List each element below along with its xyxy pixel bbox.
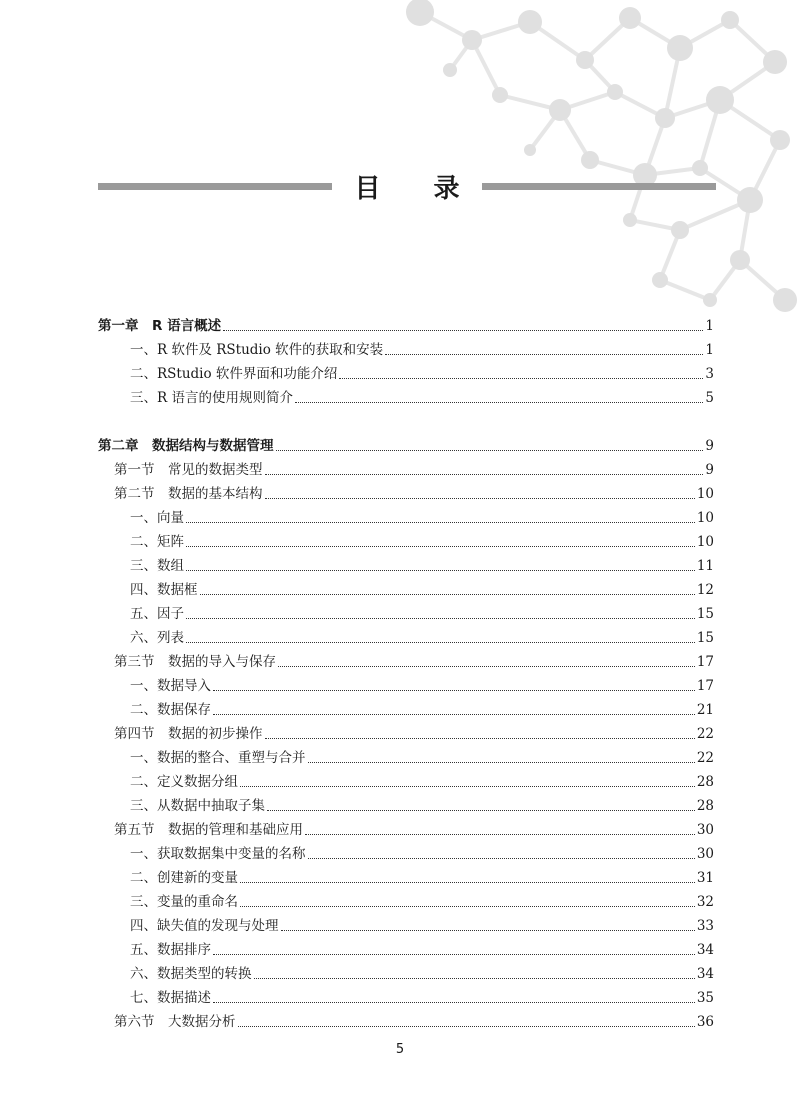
toc-entry-page: 15 <box>696 606 714 622</box>
toc-entry-label: 第一章 R 语言概述 <box>98 318 222 334</box>
toc-entry-label: 七、数据描述 <box>130 990 211 1006</box>
toc-entry-label: 四、数据框 <box>130 582 198 598</box>
toc-entry-page: 12 <box>696 582 714 598</box>
dot-leader <box>281 930 695 931</box>
toc-entry-page: 32 <box>696 894 714 910</box>
dot-leader <box>186 570 695 571</box>
page-number: 5 <box>395 1042 405 1057</box>
toc-title: 目 录 <box>354 173 482 204</box>
toc-entry-label: 三、变量的重命名 <box>130 894 238 910</box>
toc-entry-label: 六、列表 <box>130 630 184 646</box>
dot-leader <box>265 474 704 475</box>
toc-entry-page: 30 <box>696 846 714 862</box>
toc-subsection <box>130 604 714 624</box>
toc-entry-page: 9 <box>705 438 714 454</box>
dot-leader <box>186 522 695 523</box>
dot-leader <box>186 546 695 547</box>
dot-leader <box>267 810 695 811</box>
toc-entry-page: 9 <box>705 462 714 478</box>
toc-subsection <box>130 580 714 600</box>
dot-leader <box>339 378 703 379</box>
dot-leader <box>186 642 695 643</box>
toc-entry-label: 第三节 数据的导入与保存 <box>114 654 276 670</box>
toc-entry-page: 17 <box>696 678 714 694</box>
toc-entry-label: 二、定义数据分组 <box>130 774 238 790</box>
toc-subsection <box>130 556 714 576</box>
toc-subsection <box>130 748 714 768</box>
toc-entry-label: 五、数据排序 <box>130 942 211 958</box>
toc-entry-page: 22 <box>696 726 714 742</box>
toc-subsection <box>130 676 714 696</box>
toc-section <box>114 460 714 480</box>
dot-leader <box>240 906 695 907</box>
dot-leader <box>240 882 695 883</box>
toc-entry-label: 六、数据类型的转换 <box>130 966 252 982</box>
toc-entry-label: 三、数组 <box>130 558 184 574</box>
toc-entry-page: 28 <box>696 774 714 790</box>
toc-section <box>114 484 714 504</box>
dot-leader <box>186 618 695 619</box>
toc-entry-label: 四、缺失值的发现与处理 <box>130 918 279 934</box>
toc-entry-page: 10 <box>696 486 714 502</box>
toc-subsection <box>130 628 714 648</box>
toc-entry-label: 二、数据保存 <box>130 702 211 718</box>
dot-leader <box>213 690 695 691</box>
dot-leader <box>254 978 695 979</box>
toc-section <box>114 1012 714 1032</box>
toc-entry-page: 34 <box>696 966 714 982</box>
toc-entry-page: 15 <box>696 630 714 646</box>
toc-entry-label: 一、获取数据集中变量的名称 <box>130 846 306 862</box>
toc-subsection <box>130 844 714 864</box>
toc-subsection <box>130 772 714 792</box>
dot-leader <box>213 1002 695 1003</box>
toc-entry-page: 34 <box>696 942 714 958</box>
toc-subsection <box>130 940 714 960</box>
toc-entry-label: 第二章 数据结构与数据管理 <box>98 438 274 454</box>
toc-entry-page: 11 <box>696 558 714 574</box>
toc-subsection <box>130 964 714 984</box>
toc-entry-label: 第二节 数据的基本结构 <box>114 486 263 502</box>
toc-section <box>114 652 714 672</box>
dot-leader <box>385 354 703 355</box>
toc-entry-page: 28 <box>696 798 714 814</box>
toc-entry-label: 第六节 大数据分析 <box>114 1014 236 1030</box>
toc-entry-page: 31 <box>696 870 714 886</box>
dot-leader <box>240 786 695 787</box>
toc-entry-page: 35 <box>696 990 714 1006</box>
toc-section <box>114 724 714 744</box>
toc-subsection <box>130 916 714 936</box>
dot-leader <box>213 714 695 715</box>
toc-entry-page: 10 <box>696 534 714 550</box>
dot-leader <box>265 498 695 499</box>
dot-leader <box>308 762 695 763</box>
toc-chapter <box>98 436 714 456</box>
dot-leader <box>200 594 695 595</box>
toc-entry-page: 33 <box>696 918 714 934</box>
toc-entry-page: 1 <box>705 342 714 358</box>
toc-entry-label: 一、数据导入 <box>130 678 211 694</box>
toc-subsection <box>130 532 714 552</box>
toc-entry-page: 17 <box>696 654 714 670</box>
toc-subsection <box>130 868 714 888</box>
dot-leader <box>278 666 695 667</box>
toc-entry-label: 二、RStudio 软件界面和功能介绍 <box>130 366 338 382</box>
toc-entry-page: 36 <box>696 1014 714 1030</box>
toc-subsection <box>130 796 714 816</box>
toc-subsection <box>130 388 714 408</box>
toc-entry-label: 二、创建新的变量 <box>130 870 238 886</box>
toc-entry-page: 1 <box>705 318 714 334</box>
dot-leader <box>223 330 703 331</box>
dot-leader <box>276 450 704 451</box>
toc-entry-label: 二、矩阵 <box>130 534 184 550</box>
toc-entry-label: 第四节 数据的初步操作 <box>114 726 263 742</box>
toc-entry-label: 五、因子 <box>130 606 184 622</box>
toc-entry-label: 第一节 常见的数据类型 <box>114 462 263 478</box>
toc-subsection <box>130 700 714 720</box>
toc-subsection <box>130 508 714 528</box>
toc-entry-page: 30 <box>696 822 714 838</box>
toc-entry-page: 10 <box>696 510 714 526</box>
toc-subsection <box>130 364 714 384</box>
dot-leader <box>213 954 695 955</box>
toc-entry-label: 三、R 语言的使用规则简介 <box>130 390 293 406</box>
toc-entry-page: 21 <box>696 702 714 718</box>
toc-entry-page: 5 <box>705 390 714 406</box>
dot-leader <box>305 834 695 835</box>
toc-entry-label: 一、R 软件及 RStudio 软件的获取和安装 <box>130 342 384 358</box>
toc-subsection <box>130 892 714 912</box>
dot-leader <box>295 402 703 403</box>
toc-chapter <box>98 316 714 336</box>
toc-section <box>114 820 714 840</box>
dot-leader <box>265 738 695 739</box>
toc-entry-label: 第五节 数据的管理和基础应用 <box>114 822 303 838</box>
toc-entry-label: 一、向量 <box>130 510 184 526</box>
toc-entry-label: 一、数据的整合、重塑与合并 <box>130 750 306 766</box>
dot-leader <box>238 1026 695 1027</box>
toc-subsection <box>130 340 714 360</box>
toc-subsection <box>130 988 714 1008</box>
dot-leader <box>308 858 695 859</box>
toc-entry-label: 三、从数据中抽取子集 <box>130 798 265 814</box>
toc-entry-page: 22 <box>696 750 714 766</box>
toc-entry-page: 3 <box>705 366 714 382</box>
